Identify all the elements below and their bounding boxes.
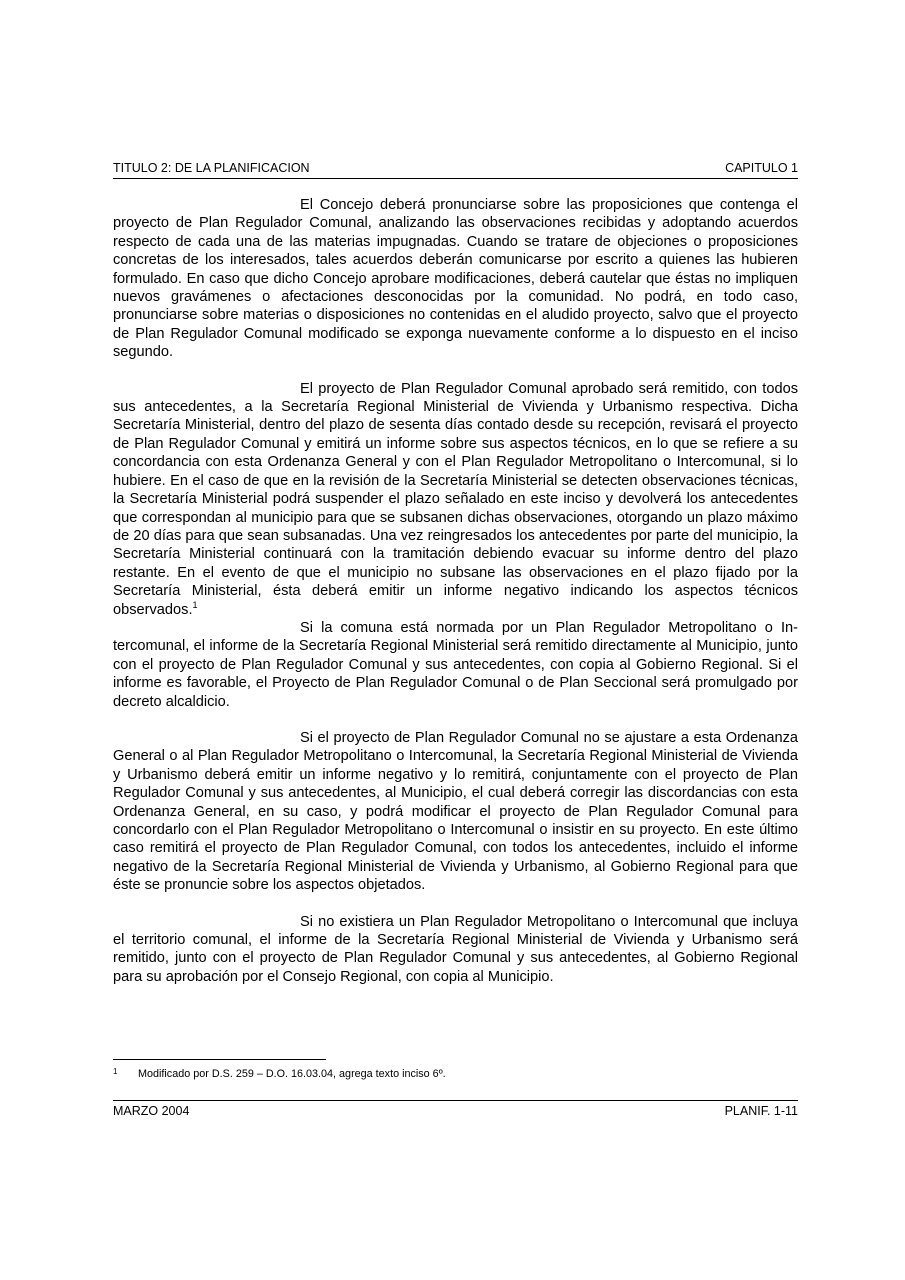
page-footer [113, 1100, 798, 1118]
paragraph-3 [113, 619, 798, 711]
paragraph-2 [113, 380, 798, 619]
paragraph-5-text: Si no existiera un Plan Regulador Metropolitano o Intercomunal que incluya el territorio comunal, el informe de la Secretaría Regional Ministerial de Vivienda y Urbanismo será remitido, junto con el proyecto de Plan Regulador Comunal y sus antecedentes, al Gobierno Regional para su aprobación por el Consejo Regional, con copia al Municipio. [113, 913, 798, 985]
footnote-text: Modificado por D.S. 259 – D.O. 16.03.04, agrega texto inciso 6º. [138, 1068, 446, 1080]
paragraph-2-text: El proyecto de Plan Regulador Comunal aprobado será remitido, con todos sus antecedentes, a la Secretaría Regional Ministerial de Vivienda y Urbanismo respectiva. Dicha Secretaría Ministerial, dentro del plazo de sesenta días contado desde su recepción, revisará el proyecto de Plan Regulador Comunal y emitirá un informe sobre sus aspectos técnicos, en lo que se refiere a su concordancia con esta Ordenanza General y con el Plan Regulador Metropolitano o Intercomunal, si lo hubiere. En el caso de que en la revisión de la Secretaría Ministerial se detecten observaciones técnicas, la Secretaría Ministerial podrá suspender el plazo señalado en este inciso y devolverá los antecedentes que correspondan al municipio para que se subsanen dichas observaciones, otorgando un plazo máximo de 20 días para que sean subsanadas. Una vez reingresados los antecedentes por parte del municipio, la Secretaría Ministerial continuará con la tramitación debiendo evacuar su informe dentro del plazo restante. En el evento de que el municipio no subsane las observaciones en el plazo fijado por la Secretaría Ministerial, ésta deberá emitir un informe negativo indicando los aspectos técnicos observados. [113, 380, 798, 618]
paragraph-4-text: Si el proyecto de Plan Regulador Comunal no se ajustare a esta Ordenanza General o al Plan Regulador Metropolitano o Intercomunal, la Secretaría Regional Ministerial de Vivienda y Urbanismo deberá emitir un informe negativo y lo remitirá, conjuntamente con el proyecto de Plan Regulador Comunal y sus antecedentes, al Municipio, el cual deberá corregir las discordancias con esta Ordenanza General, en su caso, y podrá modificar el proyecto de Plan Regulador Comunal para concordarlo con el Plan Regulador Metropolitano o Intercomunal o insistir en su proyecto. En este último caso remitirá el proyecto de Plan Regulador Comunal, con todos los antecedentes, incluido el informe negativo de la Secretaría Regional Ministerial de Vivienda y Urbanismo, al Gobierno Regional para que éste se pronuncie sobre los aspectos objetados. [113, 729, 798, 894]
paragraph-1-text: El Concejo deberá pronunciarse sobre las proposiciones que contenga el proyecto de Plan Regulador Comunal, analizando las observaciones recibidas y adoptando acuerdos respecto de cada una de las materias impugnadas. Cuando se tratare de objeciones o proposiciones concretas de los interesados, tales acuerdos deberán comunicarse por escrito a quienes las hubieren formulado. En caso que dicho Concejo aprobare modificaciones, deberá cautelar que éstas no impliquen nuevos gravámenes o afectaciones desconocidas por la comunidad. No podrá, en todo caso, pronunciarse sobre materias o disposiciones no contenidas en el aludido proyecto, salvo que el proyecto de Plan Regulador Comunal modificado se exponga nuevamente conforme a lo dispuesto en el inciso segundo. [113, 197, 798, 361]
paragraph-5 [113, 913, 798, 987]
paragraph-3-text: Si la comuna está normada por un Plan Regulador Metropolitano o Intercomunal, el informe de la Secretaría Regional Ministerial será remitido directamente al Municipio, junto con el proyecto de Plan Regulador Comunal y sus antecedentes, con copia al Gobierno Regional. Si el informe es favorable, el Proyecto de Plan Regulador Comunal o de Plan Seccional será promulgado por decreto alcaldicio. [113, 619, 798, 710]
header-title: TITULO 2: DE LA PLANIFICACION [113, 161, 310, 175]
header-chapter: CAPITULO 1 [725, 161, 798, 175]
footer-date: MARZO 2004 [113, 1104, 190, 1118]
footnote-reference[interactable]: 1 [192, 599, 198, 610]
document-body [113, 196, 798, 1004]
page-header [113, 161, 798, 179]
footnote-mark: 1 [113, 1067, 118, 1076]
paragraph-1 [113, 196, 798, 362]
footer-page-number: PLANIF. 1-11 [724, 1104, 798, 1118]
paragraph-4 [113, 729, 798, 895]
footnote-separator [113, 1059, 326, 1060]
